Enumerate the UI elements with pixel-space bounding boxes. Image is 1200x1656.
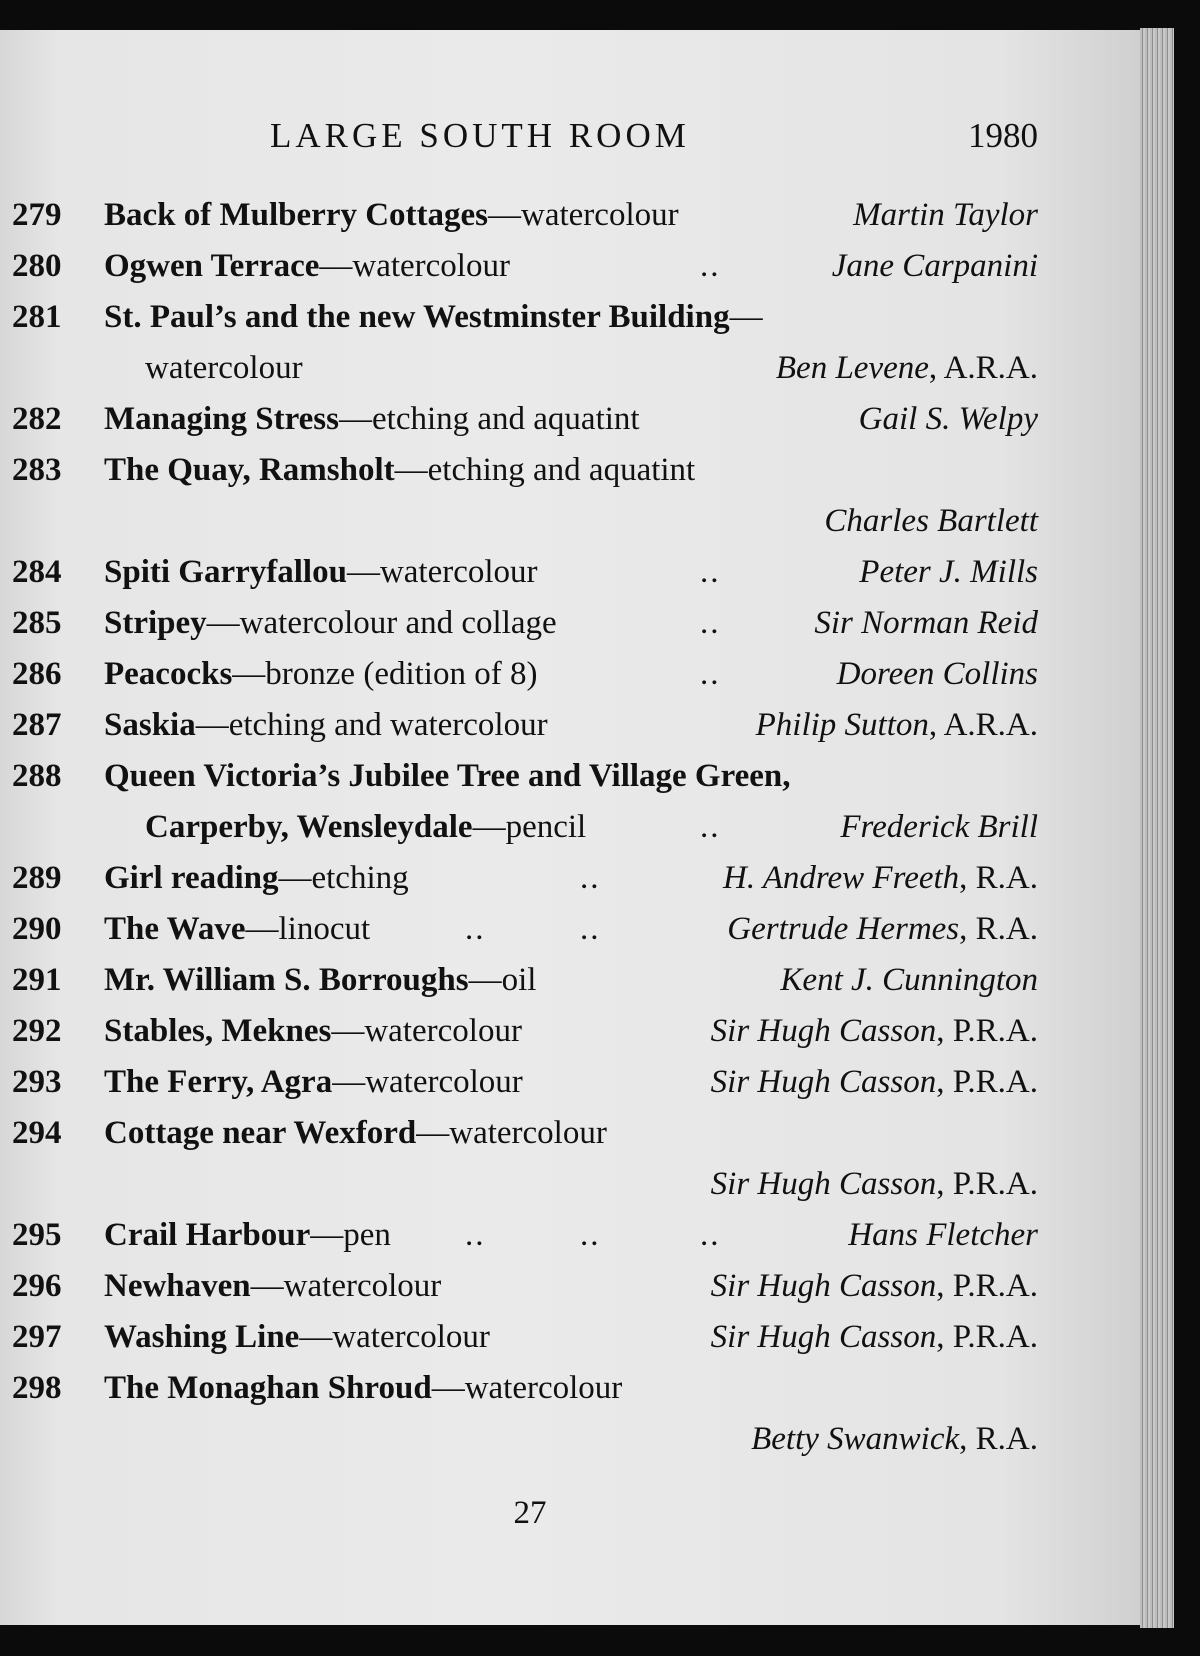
page-header (0, 116, 1148, 176)
entry-title: Saskia (104, 707, 196, 743)
entry-294-continued (0, 1159, 1148, 1210)
entry-number: 280 (12, 248, 62, 284)
entry-medium: etching (311, 860, 409, 896)
entry-medium: bronze (edition of 8) (265, 656, 538, 692)
leader-dots: .. (700, 554, 721, 590)
entry-number: 296 (12, 1268, 62, 1304)
entry-artist: Sir Hugh Casson, P.R.A. (710, 1268, 1038, 1304)
entry-medium: watercolour (145, 350, 303, 386)
leader-dots: .. (465, 911, 486, 947)
entry-number: 285 (12, 605, 62, 641)
entry-281-continued (0, 343, 1148, 394)
entry-artist: Jane Carpanini (831, 248, 1038, 284)
entry-288 (0, 751, 1148, 802)
entry-title: Mr. William S. Borroughs (104, 962, 469, 998)
entry-number: 293 (12, 1064, 62, 1100)
entry-artist: Peter J. Mills (859, 554, 1038, 590)
entry-title: Stripey (104, 605, 207, 641)
entry-artist: Frederick Brill (840, 809, 1038, 845)
entry-title: Back of Mulberry Cottages (104, 197, 489, 233)
entry-title: Queen Victoria’s Jubilee Tree and Village Green, (104, 758, 791, 794)
entry-number: 288 (12, 758, 62, 794)
catalogue-page (0, 30, 1148, 1625)
entry-title-continued: Carperby, Wensleydale (145, 809, 473, 845)
entry-artist: Gail S. Welpy (858, 401, 1038, 437)
entry-number: 292 (12, 1013, 62, 1049)
entry-medium: watercolour and collage (239, 605, 557, 641)
entry-title: Managing Stress (104, 401, 339, 437)
page-number: 27 (513, 1495, 547, 1531)
entry-artist: Doreen Collins (836, 656, 1038, 692)
entry-medium: linocut (278, 911, 371, 947)
entry-294: 294 Cottage near Wexford—watercolour (0, 1108, 1148, 1159)
entry-297: 297 Washing Line—watercolour Sir Hugh Casson, P.R.A. (0, 1312, 1148, 1363)
entry-medium: pencil (505, 809, 587, 845)
entry-291: 291 Mr. William S. Borroughs—oil Kent J. Cunnington (0, 955, 1148, 1006)
entry-number: 298 (12, 1370, 62, 1406)
entry-285: 285 Stripey—watercolour and collage .. Sir Norman Reid (0, 598, 1148, 649)
catalogue-year: 1980 (968, 116, 1038, 155)
leader-dots: .. (700, 1217, 721, 1253)
entry-number: 297 (12, 1319, 62, 1355)
entry-288-continued: Carperby, Wensleydale—pencil .. Frederick Brill (0, 802, 1148, 853)
entry-artist: Sir Norman Reid (814, 605, 1038, 641)
entry-medium: etching and aquatint (372, 401, 640, 437)
entry-title: Newhaven (104, 1268, 251, 1304)
entry-medium: watercolour (365, 1064, 523, 1100)
entry-artist: Sir Hugh Casson, P.R.A. (710, 1064, 1038, 1100)
entry-number: 287 (12, 707, 62, 743)
entry-title: Ogwen Terrace (104, 248, 320, 284)
entry-list (0, 190, 1148, 1465)
entry-number: 279 (12, 197, 62, 233)
entry-title: The Wave (104, 911, 246, 947)
entry-284: 284 Spiti Garryfallou—watercolour .. Peter J. Mills (0, 547, 1148, 598)
entry-number: 290 (12, 911, 62, 947)
leader-dots: .. (580, 1217, 601, 1253)
entry-295: 295 Crail Harbour—pen .. .. .. Hans Fletcher (0, 1210, 1148, 1261)
entry-293: 293 The Ferry, Agra—watercolour Sir Hugh Casson, P.R.A. (0, 1057, 1148, 1108)
entry-title: Spiti Garryfallou (104, 554, 347, 590)
book-page-edges (1140, 28, 1174, 1628)
entry-medium: watercolour (352, 248, 510, 284)
entry-280: 280 Ogwen Terrace—watercolour .. Jane Carpanini (0, 241, 1148, 292)
entry-298-continued (0, 1414, 1148, 1465)
entry-283: 283 The Quay, Ramsholt—etching and aquatint (0, 445, 1148, 496)
entry-282: 282 Managing Stress—etching and aquatint Gail S. Welpy (0, 394, 1148, 445)
entry-title: The Quay, Ramsholt (104, 452, 395, 488)
entry-title: Cottage near Wexford (104, 1115, 417, 1151)
entry-title: Peacocks (104, 656, 233, 692)
entry-number: 295 (12, 1217, 62, 1253)
entry-298: 298 The Monaghan Shroud—watercolour (0, 1363, 1148, 1414)
entry-title: Washing Line (104, 1319, 300, 1355)
entry-artist: Kent J. Cunnington (780, 962, 1038, 998)
entry-292: 292 Stables, Meknes—watercolour Sir Hugh Casson, P.R.A. (0, 1006, 1148, 1057)
entry-number: 281 (12, 299, 62, 335)
entry-artist: Ben Levene, A.R.A. (775, 350, 1038, 386)
leader-dots: .. (580, 860, 601, 896)
entry-artist: Philip Sutton, A.R.A. (755, 707, 1038, 743)
leader-dots: .. (700, 248, 721, 284)
entry-artist: Hans Fletcher (848, 1217, 1038, 1253)
entry-artist: H. Andrew Freeth, R.A. (723, 860, 1038, 896)
entry-281: 281 St. Paul’s and the new Westminster Building— (0, 292, 1148, 343)
leader-dots: .. (700, 809, 721, 845)
entry-artist: Sir Hugh Casson, P.R.A. (710, 1166, 1038, 1202)
entry-medium: watercolour (464, 1370, 623, 1406)
entry-artist: Gertrude Hermes, R.A. (727, 911, 1038, 947)
entry-artist: Betty Swanwick, R.A. (751, 1421, 1038, 1457)
entry-296: 296 Newhaven—watercolour Sir Hugh Casson, P.R.A. (0, 1261, 1148, 1312)
entry-number: 282 (12, 401, 62, 437)
entry-medium: pen (343, 1217, 391, 1253)
entry-medium: watercolour (449, 1115, 607, 1151)
entry-medium: etching and watercolour (228, 707, 548, 743)
entry-289: 289 Girl reading—etching .. H. Andrew Freeth, R.A. (0, 853, 1148, 904)
entry-number: 284 (12, 554, 62, 590)
entry-287: 287 Saskia—etching and watercolour Philip Sutton, A.R.A. (0, 700, 1148, 751)
entry-number: 286 (12, 656, 62, 692)
entry-medium: watercolour (332, 1319, 490, 1355)
entry-290: 290 The Wave—linocut .. .. Gertrude Hermes, R.A. (0, 904, 1148, 955)
entry-medium: watercolour (379, 554, 538, 590)
entry-number: 294 (12, 1115, 62, 1151)
entry-286: 286 Peacocks—bronze (edition of 8) .. Doreen Collins (0, 649, 1148, 700)
leader-dots: .. (700, 605, 721, 641)
entry-artist: Sir Hugh Casson, P.R.A. (710, 1319, 1038, 1355)
entry-number: 291 (12, 962, 62, 998)
entry-medium: oil (501, 962, 537, 998)
entry-medium: watercolour (283, 1268, 442, 1304)
leader-dots: .. (580, 911, 601, 947)
entry-title: Girl reading (104, 860, 279, 896)
leader-dots: .. (700, 656, 721, 692)
entry-283-continued (0, 496, 1148, 547)
entry-number: 289 (12, 860, 62, 896)
entry-artist: Sir Hugh Casson, P.R.A. (710, 1013, 1038, 1049)
entry-title: The Ferry, Agra (104, 1064, 333, 1100)
entry-number: 283 (12, 452, 62, 488)
room-title: LARGE SOUTH ROOM (270, 116, 690, 155)
entry-artist: Martin Taylor (853, 197, 1038, 233)
entry-title: The Monaghan Shroud (104, 1370, 432, 1406)
entry-279: 279 Back of Mulberry Cottages—watercolour Martin Taylor (0, 190, 1148, 241)
entry-title: Stables, Meknes (104, 1013, 332, 1049)
entry-medium: etching and aquatint (427, 452, 696, 488)
entry-artist: Charles Bartlett (824, 503, 1038, 539)
entry-medium: watercolour (521, 197, 679, 233)
entry-title: St. Paul’s and the new Westminster Building (104, 299, 730, 335)
leader-dots: .. (465, 1217, 486, 1253)
entry-medium: watercolour (364, 1013, 522, 1049)
entry-title: Crail Harbour (104, 1217, 311, 1253)
